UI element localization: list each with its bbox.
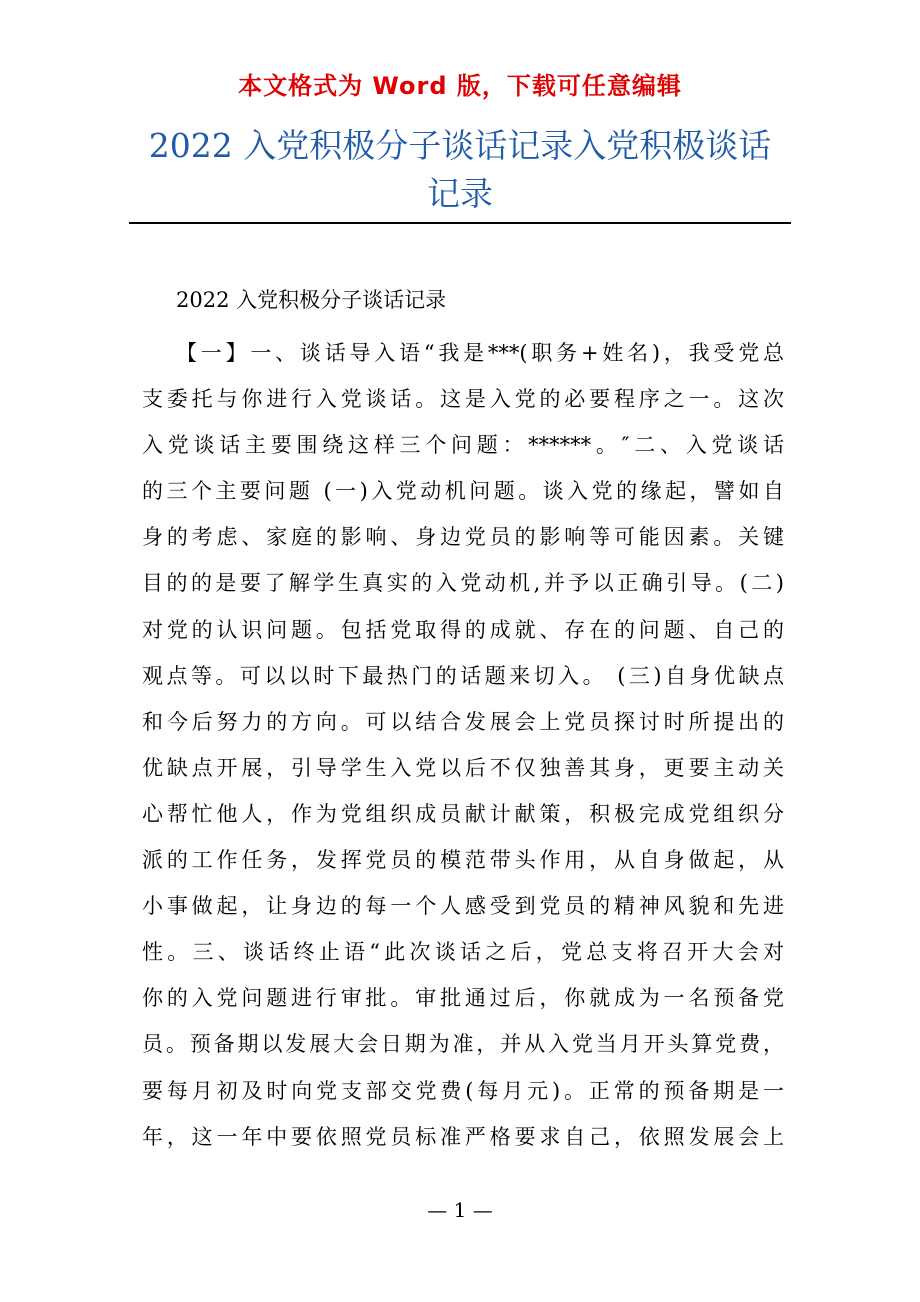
body-line: 年，这一年中要依照党员标准严格要求自己，依照发展会上 [142,1124,784,1149]
document-title: 2022 入党积极分子谈话记录入党积极谈话记录 [148,126,772,213]
body-line: 你的入党问题进行审批。审批通过后，你就成为一名预备党 [142,986,784,1011]
body-line: 对党的认识问题。包括党取得的成就、存在的问题、自己的 [142,617,784,642]
format-notice: 本文格式为 Word 版，下载可任意编辑 [238,72,682,100]
body-line: 观点等。可以以时下最热门的话题来切入。 (三)自身优缺点 [142,663,784,688]
body-line: 派的工作任务，发挥党员的模范带头作用，从自身做起，从 [142,848,784,873]
body-line: 身的考虑、家庭的影响、身边党员的影响等可能因素。关键 [142,525,784,550]
body-line: 支委托与你进行入党谈话。这是入党的必要程序之一。这次 [142,387,784,412]
body-line: 性。三、谈话终止语“此次谈话之后，党总支将召开大会对 [142,940,784,965]
body-line: 要每月初及时向党支部交党费(每月元)。正常的预备期是一 [142,1078,784,1103]
body-line: 入党谈话主要围绕这样三个问题：******。″二、入党谈话 [142,433,784,458]
title-divider [129,222,791,224]
body-line: 小事做起，让身边的每一个人感受到党员的精神风貌和先进 [142,894,784,919]
body-line: 心帮忙他人，作为党组织成员献计献策，积极完成党组织分 [142,801,784,826]
body-line: 的三个主要问题 (一)入党动机问题。谈入党的缘起，譬如自 [142,479,784,504]
document-body [142,330,784,1160]
section-subtitle: 2022 入党积极分子谈话记录 [176,288,447,312]
body-line: 目的的是要了解学生真实的入党动机,并予以正确引导。(二) [142,571,784,596]
body-line: 【一】一、谈话导入语“我是***(职务+姓名)，我受党总 [176,341,784,365]
body-line: 员。预备期以发展大会日期为准，并从入党当月开头算党费， [142,1032,784,1057]
body-line: 和今后努力的方向。可以结合发展会上党员探讨时所提出的 [142,709,784,734]
body-line: 优缺点开展，引导学生入党以后不仅独善其身，更要主动关 [142,755,784,780]
page-number: — 1 — [427,1198,493,1222]
